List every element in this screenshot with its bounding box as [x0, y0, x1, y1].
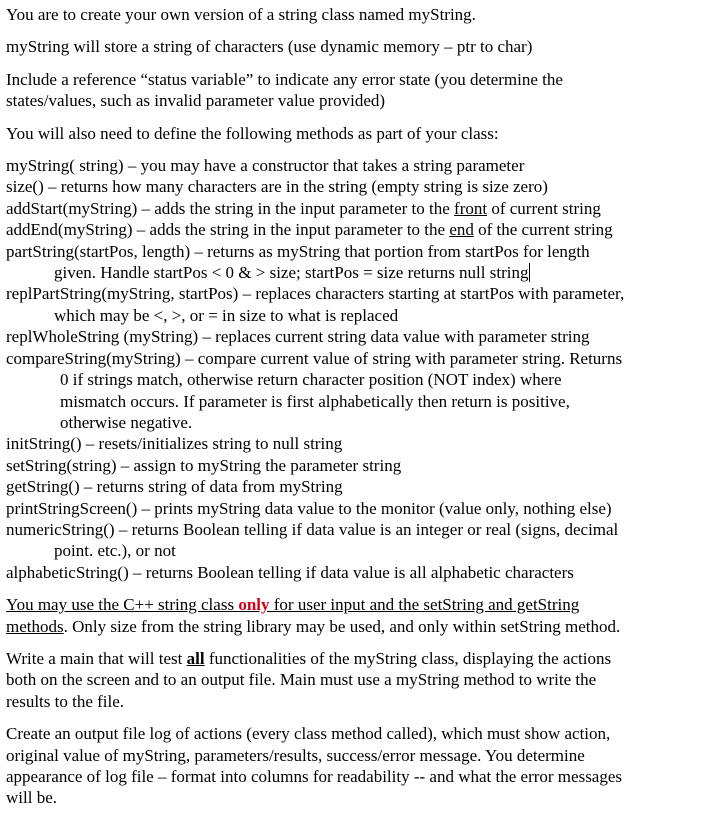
log-line-3: appearance of log file – format into columns for readability -- and what the error messages	[6, 767, 623, 786]
method-replwholestring: replWholeString (myString) – replaces current string data value with parameter string	[6, 327, 590, 347]
end-emphasis: end	[449, 220, 474, 240]
log-line-1: Create an output file log of actions (every class method called), which must show action,	[6, 724, 611, 744]
rules-text-b: for user input and the setString and getString	[269, 595, 580, 615]
main-line-1	[6, 648, 697, 669]
method-numericstring: numericString() – returns Boolean telling if data value is an integer or real (signs, decimal	[6, 519, 619, 539]
main-line-3: results to the file.	[6, 691, 125, 711]
log-line-4: will be.	[6, 788, 57, 808]
method-addend-tail: of the current string	[473, 220, 613, 240]
all-emphasis: all	[186, 648, 205, 668]
method-addend	[6, 219, 697, 240]
rules-text-a: You may use the C++ string class	[6, 595, 239, 615]
main-line-1-tail: functionalities of the myString class, displaying the actions	[204, 648, 612, 668]
log-requirements-paragraph	[6, 723, 697, 809]
intro-line-2: myString will store a string of characters (use dynamic memory – ptr to char)	[6, 37, 533, 57]
rules-underlined-text	[6, 595, 579, 614]
method-initstring: initString() – resets/initializes string to null string	[6, 434, 343, 454]
methods-list	[6, 155, 697, 583]
method-addstart-text: addStart(myString) – adds the string in the input parameter to the	[6, 198, 455, 218]
methods-underlined: methods	[6, 616, 64, 636]
method-comparestring-cont-2: mismatch occurs. If parameter is first alphabetically then return is positive,	[60, 391, 570, 411]
rules-line-2-tail: . Only size from the string library may be used, and only within setString method.	[63, 616, 621, 636]
main-line-2: both on the screen and to an output file. Main must use a myString method to write the	[6, 670, 597, 690]
method-constructor: myString( string) – you may have a constructor that takes a string parameter	[6, 156, 525, 176]
status-variable-paragraph	[6, 69, 697, 112]
front-emphasis: front	[454, 198, 488, 218]
method-size: size() – returns how many characters are in the string (empty string is size zero)	[6, 177, 548, 197]
status-line-1: Include a reference “status variable” to indicate any error state (you determine the	[6, 69, 563, 89]
method-printstringscreen: printStringScreen() – prints myString data value to the monitor (value only, nothing else)	[6, 498, 612, 518]
method-comparestring-cont-1: 0 if strings match, otherwise return character position (NOT index) where	[60, 370, 562, 390]
method-addstart	[6, 198, 697, 219]
method-replpartstring: replPartString(myString, startPos) – replaces characters starting at startPos with parameter,	[6, 284, 625, 304]
method-comparestring-cont-3: otherwise negative.	[60, 412, 193, 432]
main-requirements-paragraph	[6, 648, 697, 712]
log-line-2: original value of myString, parameters/results, success/error message. You determine	[6, 745, 585, 765]
method-addstart-tail: of current string	[487, 198, 601, 218]
method-setstring: setString(string) – assign to myString the parameter string	[6, 455, 402, 475]
methods-intro: You will also need to define the following methods as part of your class:	[6, 123, 499, 143]
method-partstring-cont	[6, 262, 697, 283]
method-partstring: partString(startPos, length) – returns as myString that portion from startPos for length	[6, 241, 590, 261]
rules-line-2	[6, 616, 697, 637]
method-comparestring: compareString(myString) – compare current value of string with parameter string. Returns	[6, 348, 623, 368]
usage-rules-paragraph	[6, 594, 697, 637]
main-line-1-text: Write a main that will test	[6, 648, 187, 668]
intro-line-1: You are to create your own version of a string class named myString.	[6, 5, 476, 24]
status-line-2: states/values, such as invalid parameter value provided)	[6, 91, 386, 111]
only-emphasis: only	[238, 595, 270, 615]
method-replpartstring-cont: which may be <, >, or = in size to what is replaced	[54, 305, 399, 325]
text-cursor-line: given. Handle startPos < 0 & > size; startPos = size returns null string	[54, 263, 529, 283]
method-addend-text: addEnd(myString) – adds the string in the input parameter to the	[6, 220, 450, 240]
method-getstring: getString() – returns string of data from myString	[6, 477, 343, 497]
method-numericstring-cont: point. etc.), or not	[54, 541, 176, 561]
rules-line-1	[6, 594, 697, 615]
method-alphabeticstring: alphabeticString() – returns Boolean telling if data value is all alphabetic characters	[6, 562, 574, 582]
